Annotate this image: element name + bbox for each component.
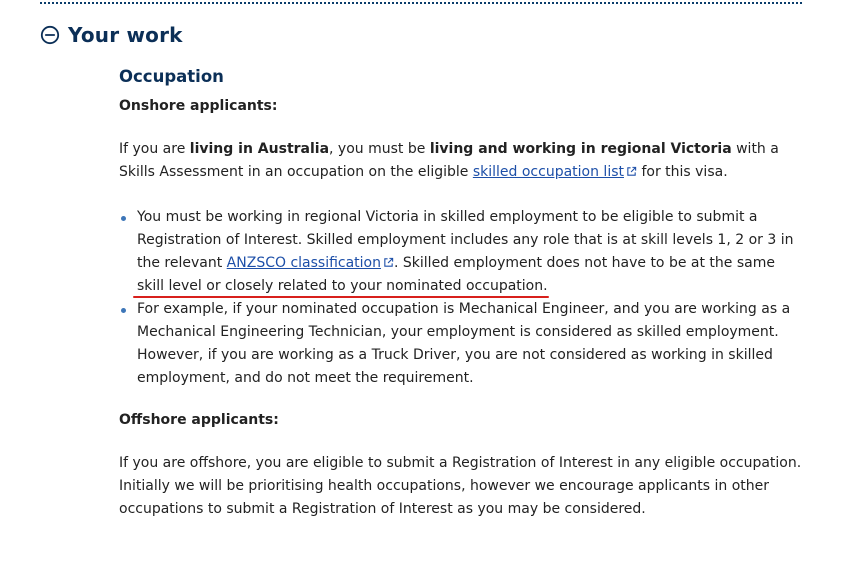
onshore-paragraph: If you are living in Australia, you must be living and working in regional Victoria with a Skills Assessment in an occupation on the eligible skilled occupation list for this visa.: [119, 141, 779, 180]
list-item: For example, if your nominated occupation is Mechanical Engineer, and you are working as a Mechanical Engineering Technician, your employment is considered as skilled employment. However, if you are working as a Truck Driver, you are not considered as working in skilled employment, and do not meet the requirement.: [119, 298, 809, 390]
emphasis-living-in-australia: living in Australia: [189, 141, 330, 157]
list-item: You must be working in regional Victoria in skilled employment to be eligible to submit a Registration of Interest. Skilled employment includes any role that is at skill levels 1, 2 or 3 in the relevant ANZSCO classification . Skilled employment does not have to be at the same skill level or closely related to your nominated occupation.: [119, 206, 809, 298]
offshore-paragraph: If you are offshore, you are eligible to submit a Registration of Interest in any eligible occupation. Initially we will be prioritising health occupations, however we encourage applicants in other occupations to submit a Registration of Interest as you may be considered.: [119, 455, 802, 517]
red-underlined-phrase: skill level or closely related to your nominated occupation: [137, 278, 544, 294]
external-link-icon: [383, 257, 394, 268]
occupation-heading: Occupation: [119, 67, 224, 86]
skilled-occupation-list-link[interactable]: skilled occupation list: [473, 164, 637, 180]
external-link-icon: [626, 166, 637, 177]
offshore-label: Offshore applicants:: [119, 412, 279, 428]
dotted-divider: [40, 2, 802, 4]
minus-circle-icon[interactable]: [40, 25, 60, 45]
requirements-list: [119, 206, 809, 390]
section-title: Your work: [68, 23, 183, 47]
onshore-label: Onshore applicants:: [119, 98, 278, 114]
section-content: [119, 64, 809, 521]
emphasis-living-working-regional: living and working in regional Victoria: [429, 141, 732, 157]
anzsco-classification-link[interactable]: ANZSCO classification: [227, 255, 394, 271]
accordion-header-your-work[interactable]: [40, 20, 183, 50]
